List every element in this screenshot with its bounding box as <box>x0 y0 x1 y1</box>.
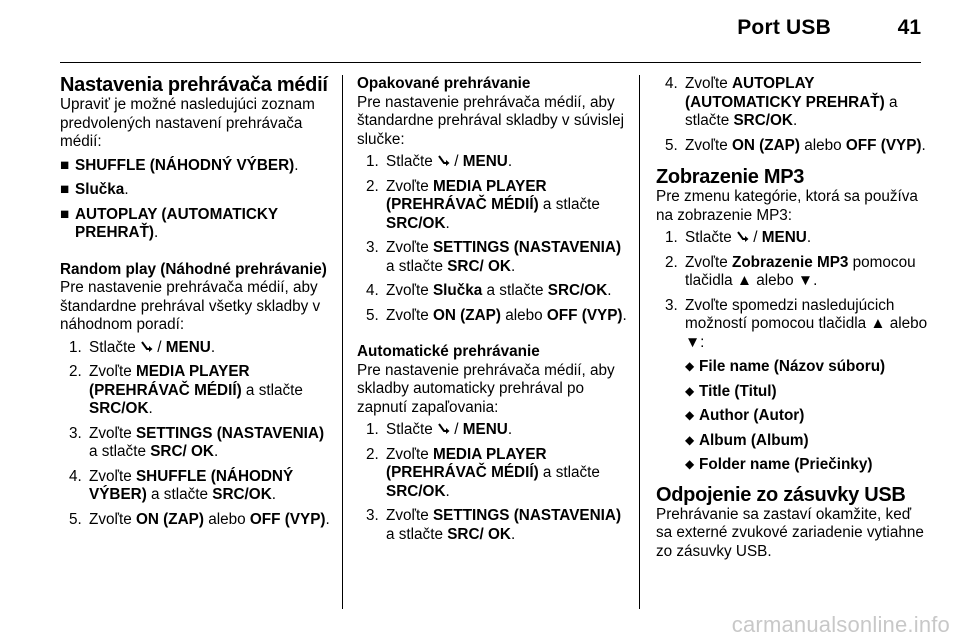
page-title: Port USB <box>737 16 831 39</box>
step-item <box>60 425 332 462</box>
step-item <box>60 339 332 358</box>
step-text: alebo <box>203 510 250 528</box>
step-item <box>60 363 332 419</box>
paragraph: Upraviť je možné nasledujúci zoznam predvolených nastavení prehrávača médií: <box>60 96 315 150</box>
diamond-bullet-icon: ◆ <box>685 432 695 447</box>
step-item <box>656 137 928 156</box>
step-item <box>656 254 928 291</box>
list-item <box>685 432 928 451</box>
step-key: MENU <box>462 153 508 170</box>
step-text: . <box>445 482 450 500</box>
paragraph: Pre nastavenie prehrávača médií, aby štandardne prehrával skladby v súvislej slučke: <box>357 93 624 148</box>
step-text: Zvoľte <box>685 253 732 271</box>
step-text: . <box>806 229 812 246</box>
item-label: AUTOPLAY (AUTOMATICKY PREHRAŤ) <box>75 205 278 241</box>
step-text: a stlačte <box>241 381 303 399</box>
paragraph: Pre nastavenie prehrávača médií, aby skladby automaticky prehrával po zapnutí zapaľovania: <box>357 361 615 416</box>
step-item <box>357 239 629 276</box>
step-key: SETTINGS (NASTAVENIA) <box>135 424 325 442</box>
step-number: 4. <box>665 75 678 92</box>
step-text: . <box>607 282 612 299</box>
step-number: 2. <box>366 177 379 195</box>
step-text: alebo <box>500 306 547 324</box>
back-arrow-icon <box>437 154 450 168</box>
step-number: 5. <box>366 306 379 324</box>
column-divider <box>342 75 343 609</box>
step-text: . <box>921 136 926 154</box>
step-key: Zobrazenie MP3 <box>731 253 849 271</box>
step-text: Zvoľte <box>685 75 732 92</box>
column-3 <box>656 75 928 561</box>
step-text: Stlačte <box>386 421 438 438</box>
section-heading: Nastavenia prehrávača médií <box>60 74 328 96</box>
step-text: / <box>450 153 463 170</box>
step-key: SHUFFLE (NÁHODNÝ VÝBER) <box>89 467 294 503</box>
step-number: 4. <box>69 467 82 485</box>
step-text: . <box>507 421 513 438</box>
steps-list <box>357 421 629 544</box>
column-1 <box>60 75 332 535</box>
step-key: SETTINGS (NASTAVENIA) <box>432 239 622 256</box>
step-item <box>357 446 629 502</box>
step-number: 3. <box>366 239 379 256</box>
step-number: 2. <box>665 253 678 271</box>
step-item <box>357 282 629 301</box>
step-key: SRC/OK <box>212 486 272 503</box>
list-item <box>685 383 928 402</box>
step-text: a stlačte <box>146 486 213 503</box>
step-key: SRC/OK <box>386 214 446 232</box>
list-item <box>60 181 332 200</box>
section-heading: Zobrazenie MP3 <box>656 166 805 188</box>
options-list <box>656 358 928 475</box>
step-key: Slučka <box>432 282 483 299</box>
step-key: SRC/OK <box>89 400 149 417</box>
steps-list <box>656 229 928 352</box>
square-bullet-icon: ■ <box>60 181 70 198</box>
step-key: SRC/OK <box>733 112 793 129</box>
step-text: . <box>622 306 627 324</box>
back-arrow-icon <box>437 422 450 436</box>
step-text: . <box>148 400 153 417</box>
step-text: a stlačte <box>386 257 448 275</box>
step-text: a stlačte <box>685 93 898 129</box>
step-key: ON (ZAP) <box>432 306 501 324</box>
step-key: MEDIA PLAYER (PREHRÁVAČ MÉDIÍ) <box>386 445 547 481</box>
step-text: . <box>271 486 277 503</box>
steps-list <box>60 339 332 530</box>
step-text: a stlačte <box>386 525 448 543</box>
square-bullet-icon: ■ <box>60 156 70 174</box>
step-item <box>656 297 928 353</box>
list-item <box>60 206 332 243</box>
step-item <box>357 178 629 234</box>
step-item <box>357 507 629 544</box>
step-item <box>656 229 928 248</box>
section-heading: Odpojenie zo zásuvky USB <box>656 483 906 506</box>
step-text: . <box>510 525 516 543</box>
step-text: . <box>792 112 798 129</box>
step-number: 5. <box>665 136 678 154</box>
step-number: 2. <box>69 363 82 380</box>
option-label: File name (Názov súboru) <box>699 358 886 375</box>
step-key: AUTOPLAY (AUTOMATICKY PREHRAŤ) <box>685 75 885 111</box>
step-text: Stlačte <box>685 229 737 246</box>
subheading: Automatické prehrávanie <box>357 343 540 360</box>
list-item <box>685 456 928 475</box>
step-text: Stlačte <box>89 338 141 356</box>
step-number: 3. <box>69 424 82 442</box>
step-text: a stlačte <box>538 196 600 213</box>
page-number: 41 <box>897 16 921 39</box>
step-text: a stlačte <box>482 282 548 299</box>
item-suffix: . <box>124 181 129 198</box>
step-text: / <box>450 421 463 438</box>
step-text: / <box>749 229 762 246</box>
step-key: MEDIA PLAYER (PREHRÁVAČ MÉDIÍ) <box>89 363 250 399</box>
step-key: SRC/OK <box>386 482 446 500</box>
step-text: . <box>510 257 516 275</box>
step-text: . <box>325 510 330 528</box>
step-item <box>60 511 332 530</box>
step-item <box>656 75 928 131</box>
step-item <box>60 468 332 505</box>
step-number: 5. <box>69 510 82 528</box>
paragraph: Pre nastavenie prehrávača médií, aby štandardne prehrával všetky skladby v náhodnom poradí: <box>60 279 321 333</box>
step-key: SETTINGS (NASTAVENIA) <box>432 507 622 524</box>
step-item <box>357 421 629 440</box>
step-text: Zvoľte <box>386 507 433 524</box>
subheading: Opakované prehrávanie <box>357 75 531 92</box>
step-number: 4. <box>366 282 379 299</box>
step-key: SRC/ OK <box>447 257 511 275</box>
list-item <box>685 407 928 426</box>
step-text: Zvoľte <box>685 136 732 154</box>
option-label: Author (Autor) <box>699 407 805 424</box>
step-text: a stlačte <box>538 464 600 481</box>
step-text: a stlačte <box>89 443 151 460</box>
step-text: . <box>213 443 219 460</box>
back-arrow-icon <box>140 340 153 354</box>
step-text: pomocou tlačidla ▲ alebo ▼. <box>685 253 916 289</box>
step-item <box>357 307 629 326</box>
column-2 <box>357 75 629 550</box>
step-number: 1. <box>366 421 379 438</box>
step-number: 2. <box>366 445 379 463</box>
step-text: / <box>153 338 166 356</box>
step-number: 1. <box>665 229 678 246</box>
step-number: 1. <box>69 338 82 356</box>
step-key: SRC/ OK <box>447 525 511 543</box>
item-label: Slučka <box>75 181 125 198</box>
step-text: . <box>210 338 216 356</box>
steps-list <box>656 75 928 155</box>
page-header <box>60 0 921 63</box>
step-text: . <box>507 153 513 170</box>
diamond-bullet-icon: ◆ <box>685 383 695 398</box>
steps-list <box>357 153 629 325</box>
step-key: OFF (VYP) <box>845 136 922 154</box>
list-item <box>60 157 332 176</box>
option-label: Folder name (Priečinky) <box>699 456 873 473</box>
step-text: Zvoľte <box>386 306 433 324</box>
diamond-bullet-icon: ◆ <box>685 457 695 471</box>
step-key: MENU <box>462 421 508 438</box>
back-arrow-icon <box>736 230 749 244</box>
column-divider <box>639 75 640 609</box>
step-number: 3. <box>665 296 678 314</box>
step-key: MENU <box>165 338 211 356</box>
step-key: SRC/ OK <box>150 443 214 460</box>
step-text: Zvoľte <box>89 424 136 442</box>
step-key: MENU <box>761 229 807 246</box>
list-item <box>685 358 928 377</box>
step-text: Zvoľte <box>89 363 136 380</box>
paragraph: Prehrávanie sa zastaví okamžite, keď sa externé zvukové zariadenie vytiahne zo zásuvky USB. <box>656 505 924 560</box>
item-suffix: . <box>154 224 159 241</box>
option-label: Title (Titul) <box>699 382 777 400</box>
step-text: Stlačte <box>386 153 438 170</box>
option-label: Album (Album) <box>699 431 809 449</box>
subheading: Random play (Náhodné prehrávanie) <box>60 260 327 278</box>
step-text: Zvoľte <box>386 177 433 195</box>
diamond-bullet-icon: ◆ <box>685 359 695 373</box>
step-text: alebo <box>799 136 846 154</box>
step-key: ON (ZAP) <box>731 136 800 154</box>
step-text: Zvoľte <box>386 282 433 299</box>
step-key: OFF (VYP) <box>546 306 623 324</box>
step-key: ON (ZAP) <box>135 510 204 528</box>
step-key: SRC/OK <box>547 282 608 299</box>
step-text: Zvoľte spomedzi nasledujúcich možností pomocou tlačidla ▲ alebo ▼: <box>685 296 928 351</box>
step-number: 3. <box>366 507 379 524</box>
step-key: MEDIA PLAYER (PREHRÁVAČ MÉDIÍ) <box>386 177 547 213</box>
step-text: Zvoľte <box>386 239 433 256</box>
item-label: SHUFFLE (NÁHODNÝ VÝBER) <box>75 156 295 174</box>
step-text: Zvoľte <box>89 467 136 485</box>
step-text: . <box>445 214 450 232</box>
step-text: Zvoľte <box>386 445 433 463</box>
step-text: Zvoľte <box>89 510 136 528</box>
step-key: OFF (VYP) <box>249 510 326 528</box>
step-number: 1. <box>366 153 379 170</box>
settings-list <box>60 157 332 243</box>
diamond-bullet-icon: ◆ <box>685 408 695 422</box>
paragraph: Pre zmenu kategórie, ktorá sa používa na zobrazenie MP3: <box>656 188 918 224</box>
watermark: carmanualsonline.info <box>731 612 950 637</box>
step-item <box>357 153 629 172</box>
item-suffix: . <box>294 156 299 174</box>
square-bullet-icon: ■ <box>60 205 70 223</box>
